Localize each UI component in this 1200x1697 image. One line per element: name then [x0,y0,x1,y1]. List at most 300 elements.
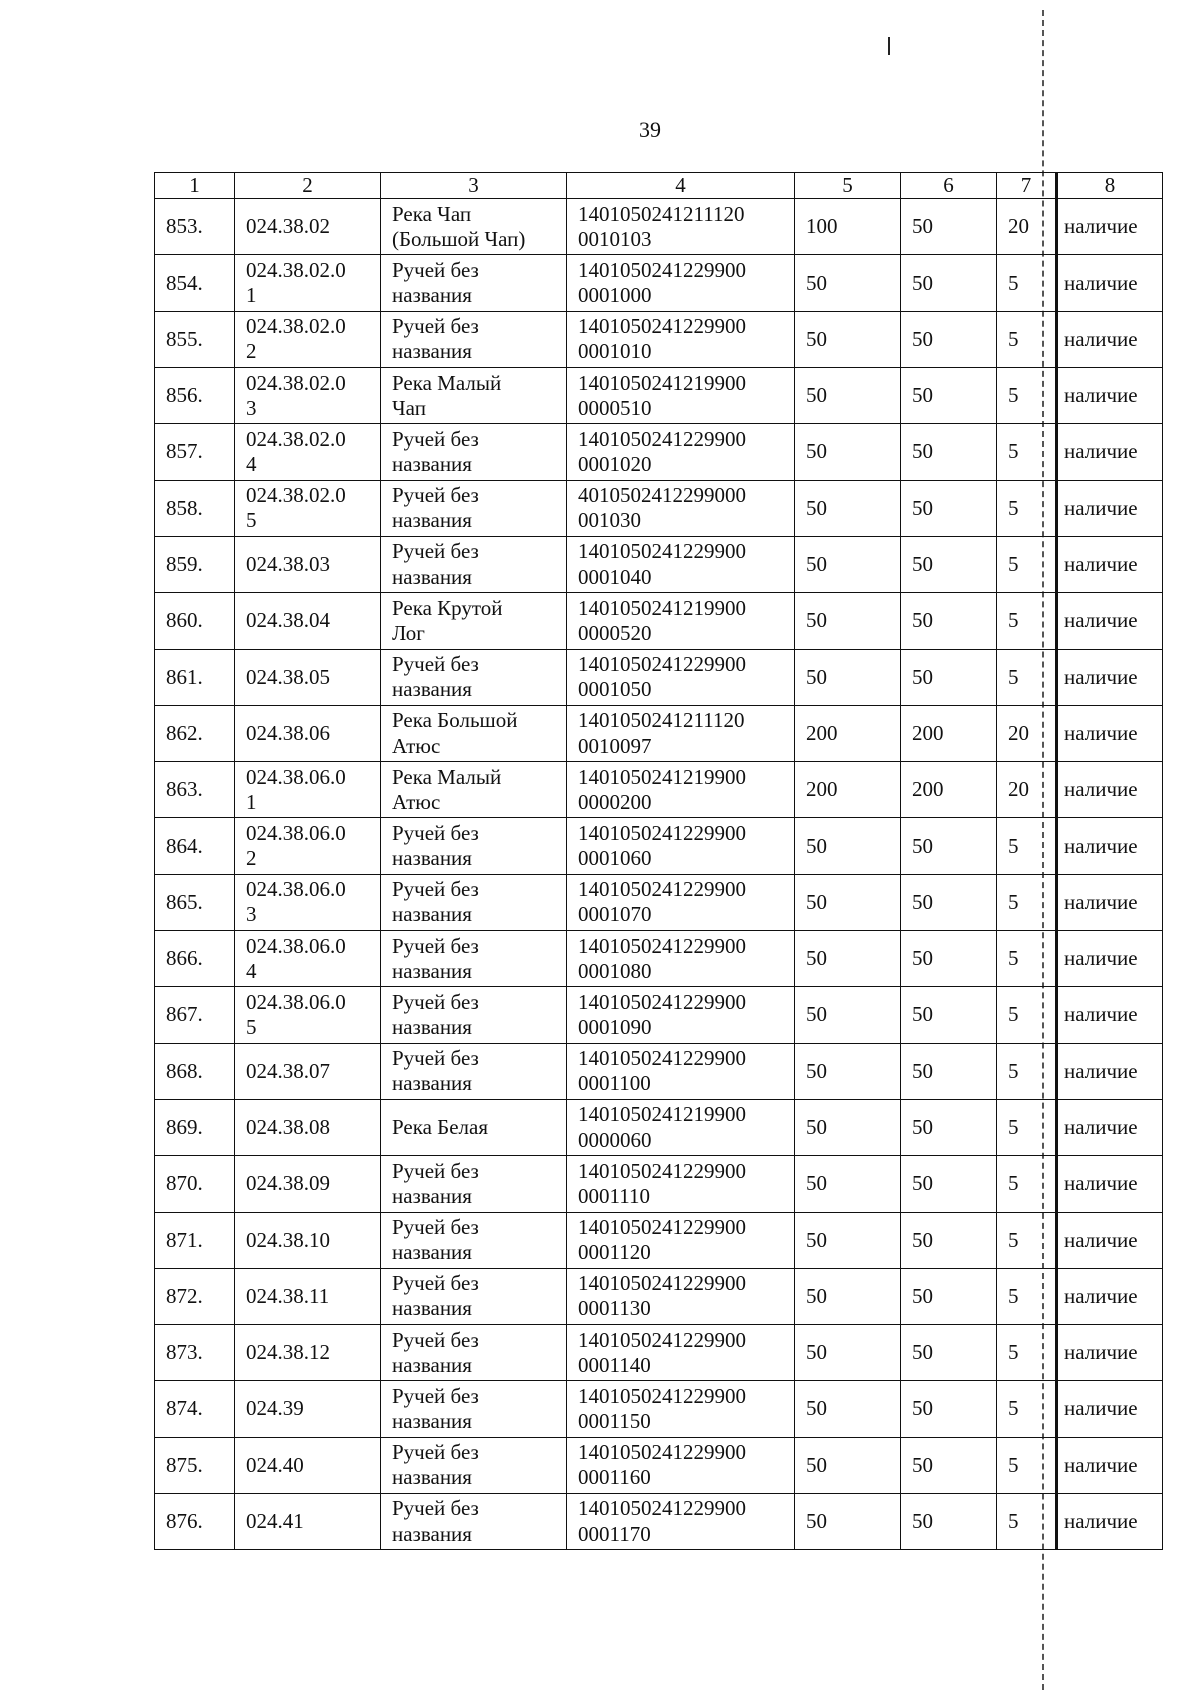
registry-code-cell [567,1099,795,1155]
code-cell-line: 024.38.02.0 [246,426,346,451]
status-cell [1057,1268,1163,1324]
name-cell-line: Ручей без [392,989,479,1014]
value-6-cell [901,1212,997,1268]
value-5-cell-line: 50 [806,1227,827,1252]
code-cell [235,762,381,818]
value-6-cell [901,931,997,987]
value-5-cell-line: 50 [806,326,827,351]
registry-code-cell [567,1212,795,1268]
name-cell-line: Ручей без [392,1496,479,1521]
value-5-cell [795,1043,901,1099]
row-number-cell [155,255,235,311]
status-cell-line: наличие [1064,495,1138,520]
value-6-cell-line: 200 [912,720,944,745]
value-6-cell [901,1156,997,1212]
registry-code-cell-line: 1401050241219900 [578,1102,746,1127]
value-6-cell [901,1494,997,1550]
registry-code-cell-line: 1401050241219900 [578,595,746,620]
value-5-cell-line: 50 [806,946,827,971]
value-7-cell-line: 5 [1008,1171,1019,1196]
status-cell [1057,480,1163,536]
name-cell-line: Река Малый [392,764,502,789]
registry-code-cell [567,424,795,480]
row-number-cell [155,424,235,480]
code-cell-line: 024.38.06 [246,720,330,745]
status-cell [1057,931,1163,987]
name-cell-line: Ручей без [392,1271,479,1296]
value-7-cell-line: 5 [1008,1114,1019,1139]
value-5-cell [795,255,901,311]
value-7-cell [997,480,1057,536]
row-number-cell [155,1381,235,1437]
code-cell-line: 024.38.12 [246,1340,330,1365]
code-cell-line: 024.38.06.0 [246,989,346,1014]
status-cell-line: наличие [1064,439,1138,464]
page-number: 39 [639,117,661,142]
code-cell-line: 2 [246,339,257,364]
value-7-cell-line: 5 [1008,1340,1019,1365]
value-6-cell-line: 50 [912,326,933,351]
name-cell-line: названия [392,1240,472,1265]
value-6-cell [901,255,997,311]
value-6-cell-line: 50 [912,1340,933,1365]
value-6-cell-line: 50 [912,1452,933,1477]
registry-code-cell-line: 0001060 [578,846,652,871]
code-cell-line: 024.38.02.0 [246,257,346,282]
value-5-cell [795,424,901,480]
table-row [155,1381,1163,1437]
row-number-cell [155,480,235,536]
status-cell [1057,874,1163,930]
code-cell [235,1381,381,1437]
code-cell-line: 4 [246,958,257,983]
column-header: 6 [901,173,997,199]
registry-code-cell-line: 0001170 [578,1521,651,1546]
value-5-cell-line: 50 [806,1283,827,1308]
value-7-cell-line: 5 [1008,608,1019,633]
status-cell-line: наличие [1064,608,1138,633]
code-cell [235,255,381,311]
value-6-cell-line: 50 [912,1396,933,1421]
registry-code-cell [567,536,795,592]
value-7-cell [997,255,1057,311]
value-7-cell [997,536,1057,592]
row-number-cell-line: 864. [166,833,203,858]
table-row [155,536,1163,592]
registry-code-cell-line: 1401050241229900 [578,1046,746,1071]
name-cell-line: Ручей без [392,1440,479,1465]
registry-code-cell-line: 1401050241229900 [578,989,746,1014]
registry-code-cell-line: 0010103 [578,226,652,251]
value-6-cell-line: 50 [912,608,933,633]
status-cell [1057,987,1163,1043]
code-cell-line: 024.38.06.0 [246,820,346,845]
registry-code-cell-line: 0000510 [578,395,652,420]
value-7-cell [997,1494,1057,1550]
code-cell [235,1494,381,1550]
value-5-cell-line: 100 [806,214,838,239]
value-5-cell [795,1381,901,1437]
status-cell-line: наличие [1064,1114,1138,1139]
code-cell [235,424,381,480]
name-cell-line: Ручей без [392,933,479,958]
value-7-cell [997,1212,1057,1268]
row-number-cell [155,1494,235,1550]
value-6-cell-line: 50 [912,664,933,689]
registry-code-cell-line: 1401050241219900 [578,764,746,789]
name-cell [381,1437,567,1493]
name-cell-line: Чап [392,395,426,420]
code-cell-line: 024.38.02 [246,214,330,239]
value-5-cell [795,1494,901,1550]
registry-code-cell-line: 0000520 [578,620,652,645]
value-5-cell-line: 50 [806,1171,827,1196]
registry-code-cell-line: 0000200 [578,789,652,814]
value-6-cell-line: 50 [912,946,933,971]
value-5-cell-line: 50 [806,1058,827,1083]
registry-code-cell [567,255,795,311]
code-cell [235,593,381,649]
table-row [155,311,1163,367]
row-number-cell [155,1268,235,1324]
registry-code-cell [567,649,795,705]
table-body [155,199,1163,1550]
code-cell [235,1325,381,1381]
value-7-cell-line: 5 [1008,1058,1019,1083]
code-cell [235,1099,381,1155]
row-number-cell-line: 856. [166,383,203,408]
name-cell-line: названия [392,846,472,871]
value-5-cell-line: 50 [806,664,827,689]
code-cell [235,311,381,367]
value-7-cell-line: 5 [1008,326,1019,351]
value-6-cell [901,649,997,705]
table-row [155,874,1163,930]
value-5-cell [795,931,901,987]
row-number-cell-line: 858. [166,495,203,520]
value-7-cell-line: 20 [1008,720,1029,745]
row-number-cell [155,705,235,761]
registry-code-cell-line: 0001000 [578,283,652,308]
row-number-cell-line: 861. [166,664,203,689]
status-cell-line: наличие [1064,1171,1138,1196]
name-cell-line: названия [392,564,472,589]
value-5-cell [795,593,901,649]
name-cell-line: названия [392,1014,472,1039]
row-number-cell-line: 874. [166,1396,203,1421]
registry-code-cell [567,1156,795,1212]
value-5-cell-line: 50 [806,833,827,858]
code-cell [235,536,381,592]
value-6-cell [901,818,997,874]
row-number-cell-line: 872. [166,1283,203,1308]
row-number-cell [155,536,235,592]
registry-code-cell-line: 0001160 [578,1465,651,1490]
status-cell-line: наличие [1064,383,1138,408]
name-cell [381,199,567,255]
value-5-cell [795,874,901,930]
value-5-cell-line: 50 [806,1114,827,1139]
status-cell-line: наличие [1064,720,1138,745]
row-number-cell-line: 873. [166,1340,203,1365]
status-cell [1057,1212,1163,1268]
value-5-cell-line: 50 [806,495,827,520]
value-6-cell-line: 50 [912,1283,933,1308]
value-6-cell-line: 50 [912,552,933,577]
name-cell-line: названия [392,1183,472,1208]
value-5-cell [795,368,901,424]
column-header: 3 [381,173,567,199]
registry-code-cell [567,1437,795,1493]
registry-code-cell [567,199,795,255]
name-cell [381,1043,567,1099]
column-header: 4 [567,173,795,199]
value-5-cell [795,1268,901,1324]
code-cell [235,931,381,987]
name-cell [381,368,567,424]
status-cell-line: наличие [1064,1452,1138,1477]
name-cell [381,874,567,930]
code-cell [235,1212,381,1268]
table-row [155,593,1163,649]
value-7-cell-line: 5 [1008,1283,1019,1308]
code-cell-line: 024.38.05 [246,664,330,689]
value-6-cell-line: 50 [912,1002,933,1027]
value-7-cell [997,1156,1057,1212]
table-row [155,705,1163,761]
row-number-cell [155,987,235,1043]
row-number-cell-line: 862. [166,720,203,745]
name-cell-line: Ручей без [392,820,479,845]
registry-code-cell [567,1494,795,1550]
row-number-cell-line: 857. [166,439,203,464]
registry-code-cell [567,1043,795,1099]
value-7-cell [997,649,1057,705]
value-5-cell-line: 200 [806,777,838,802]
name-cell-line: названия [392,508,472,533]
value-5-cell [795,311,901,367]
row-number-cell [155,1156,235,1212]
status-cell [1057,762,1163,818]
value-7-cell-line: 5 [1008,833,1019,858]
table-row [155,987,1163,1043]
name-cell-line: Ручей без [392,652,479,677]
column-header: 8 [1057,173,1163,199]
table-row [155,649,1163,705]
row-number-cell [155,1043,235,1099]
name-cell [381,649,567,705]
code-cell-line: 4 [246,452,257,477]
name-cell [381,818,567,874]
code-cell [235,874,381,930]
code-cell-line: 024.38.07 [246,1058,330,1083]
value-6-cell [901,536,997,592]
value-5-cell [795,536,901,592]
name-cell-line: Ручей без [392,257,479,282]
status-cell-line: наличие [1064,833,1138,858]
registry-code-cell-line: 1401050241229900 [578,877,746,902]
status-cell-line: наличие [1064,777,1138,802]
registry-code-cell-line: 0001090 [578,1014,652,1039]
value-6-cell [901,1381,997,1437]
row-number-cell [155,199,235,255]
table-row [155,1494,1163,1550]
registry-code-cell-line: 0001140 [578,1352,651,1377]
name-cell-line: Река Крутой [392,595,503,620]
table-header-row [155,173,1163,199]
table-row [155,1437,1163,1493]
registry-code-cell-line: 0001150 [578,1409,651,1434]
row-number-cell [155,1437,235,1493]
value-5-cell-line: 50 [806,1340,827,1365]
value-7-cell-line: 5 [1008,495,1019,520]
name-cell-line: Ручей без [392,1158,479,1183]
value-7-cell-line: 5 [1008,552,1019,577]
status-cell-line: наличие [1064,552,1138,577]
registry-code-cell-line: 1401050241229900 [578,1327,746,1352]
table-row [155,1043,1163,1099]
code-cell-line: 5 [246,508,257,533]
code-cell [235,987,381,1043]
name-cell-line: Атюс [392,733,441,758]
value-5-cell [795,1212,901,1268]
registry-code-cell-line: 0001100 [578,1071,651,1096]
table-row [155,931,1163,987]
status-cell [1057,311,1163,367]
row-number-cell [155,593,235,649]
value-5-cell-line: 50 [806,1452,827,1477]
registry-code-cell [567,931,795,987]
status-cell [1057,199,1163,255]
value-7-cell-line: 5 [1008,1227,1019,1252]
value-7-cell-line: 20 [1008,214,1029,239]
name-cell-line: Ручей без [392,1327,479,1352]
value-7-cell [997,311,1057,367]
code-cell-line: 3 [246,902,257,927]
code-cell-line: 1 [246,789,257,814]
value-6-cell-line: 50 [912,1227,933,1252]
value-6-cell-line: 50 [912,495,933,520]
status-cell [1057,536,1163,592]
value-5-cell-line: 50 [806,1509,827,1534]
name-cell [381,424,567,480]
row-number-cell [155,818,235,874]
name-cell-line: Лог [392,620,425,645]
registry-code-cell-line: 0001120 [578,1240,651,1265]
code-cell-line: 024.38.02.0 [246,314,346,339]
row-number-cell-line: 870. [166,1171,203,1196]
value-6-cell [901,311,997,367]
status-cell [1057,368,1163,424]
value-7-cell [997,1325,1057,1381]
value-5-cell-line: 50 [806,889,827,914]
value-6-cell [901,1437,997,1493]
name-cell [381,536,567,592]
value-7-cell-line: 5 [1008,1396,1019,1421]
table-row [155,368,1163,424]
name-cell-line: названия [392,339,472,364]
name-cell [381,931,567,987]
registry-code-cell [567,480,795,536]
value-6-cell-line: 50 [912,1114,933,1139]
value-6-cell [901,480,997,536]
table-row [155,1212,1163,1268]
code-cell-line: 024.38.02.0 [246,370,346,395]
status-cell-line: наличие [1064,1058,1138,1083]
registry-code-cell-line: 0010097 [578,733,652,758]
value-6-cell-line: 50 [912,214,933,239]
name-cell-line: Ручей без [392,877,479,902]
table-row [155,199,1163,255]
value-6-cell [901,705,997,761]
table-row [155,1325,1163,1381]
column-header: 7 [997,173,1057,199]
status-cell-line: наличие [1064,1509,1138,1534]
table-row [155,255,1163,311]
registry-code-cell-line: 1401050241229900 [578,820,746,845]
value-5-cell-line: 50 [806,439,827,464]
value-7-cell [997,424,1057,480]
value-5-cell [795,705,901,761]
status-cell-line: наличие [1064,270,1138,295]
value-7-cell [997,199,1057,255]
registry-code-cell-line: 1401050241229900 [578,257,746,282]
value-6-cell-line: 50 [912,270,933,295]
row-number-cell-line: 865. [166,889,203,914]
name-cell [381,1325,567,1381]
registry-code-cell [567,1268,795,1324]
name-cell [381,1099,567,1155]
registry-code-cell-line: 1401050241229900 [578,314,746,339]
name-cell-line: Река Большой [392,708,518,733]
value-6-cell-line: 200 [912,777,944,802]
row-number-cell-line: 875. [166,1452,203,1477]
value-7-cell-line: 5 [1008,383,1019,408]
row-number-cell-line: 866. [166,946,203,971]
name-cell [381,1494,567,1550]
name-cell [381,1156,567,1212]
row-number-cell [155,874,235,930]
registry-code-cell-line: 1401050241229900 [578,1158,746,1183]
registry-code-cell [567,818,795,874]
value-5-cell-line: 50 [806,270,827,295]
table-row [155,762,1163,818]
code-cell-line: 024.38.06.0 [246,764,346,789]
row-number-cell-line: 876. [166,1509,203,1534]
code-cell-line: 024.38.04 [246,608,330,633]
value-6-cell-line: 50 [912,1509,933,1534]
value-5-cell-line: 50 [806,552,827,577]
status-cell-line: наличие [1064,1396,1138,1421]
code-cell [235,480,381,536]
row-number-cell-line: 855. [166,326,203,351]
row-number-cell-line: 868. [166,1058,203,1083]
registry-code-cell-line: 1401050241229900 [578,1383,746,1408]
value-5-cell [795,762,901,818]
name-cell-line: названия [392,1465,472,1490]
value-6-cell [901,368,997,424]
registry-code-cell-line: 0000060 [578,1127,652,1152]
value-7-cell-line: 5 [1008,1509,1019,1534]
name-cell-line: названия [392,452,472,477]
row-number-cell [155,368,235,424]
name-cell-line: Ручей без [392,483,479,508]
status-cell-line: наличие [1064,214,1138,239]
registry-code-cell-line: 0001080 [578,958,652,983]
name-cell [381,311,567,367]
registry-code-cell [567,762,795,818]
name-cell [381,987,567,1043]
